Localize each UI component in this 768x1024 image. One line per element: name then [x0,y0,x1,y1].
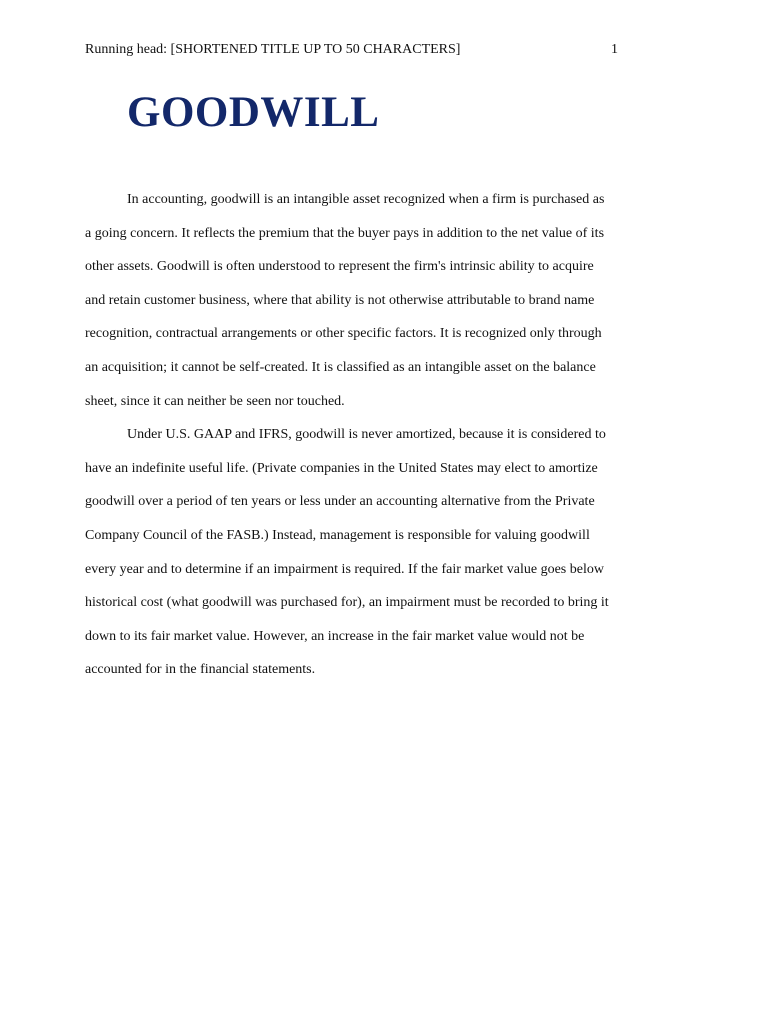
text-line: and retain customer business, where that ability is not otherwise attributable to brand name [85,292,595,308]
text-line: recognition, contractual arrangements or other specific factors. It is recognized only through [85,326,602,342]
text-line: Under U.S. GAAP and IFRS, goodwill is never amortized, because it is considered to [127,427,606,443]
running-head: Running head: [SHORTENED TITLE UP TO 50 CHARACTERS] [85,42,461,57]
paragraph-2 [85,418,618,687]
text-line: historical cost (what goodwill was purchased for), an impairment must be recorded to bring it [85,595,609,611]
text-line: sheet, since it can neither be seen nor touched. [85,393,345,409]
text-line: have an indefinite useful life. (Private companies in the United States may elect to amortize [85,460,598,476]
text-line: every year and to determine if an impairment is required. If the fair market value goes below [85,561,604,577]
text-line: In accounting, goodwill is an intangible asset recognized when a firm is purchased as [127,192,605,207]
text-line: other assets. Goodwill is often understood to represent the firm's intrinsic ability to acquire [85,259,594,275]
text-line: Company Council of the FASB.) Instead, management is responsible for valuing goodwill [85,527,590,543]
paragraph-1 [85,183,618,418]
document-title: GOODWILL [127,89,380,136]
page-number: 1 [611,42,618,57]
text-line: a going concern. It reflects the premium that the buyer pays in addition to the net value of its [85,225,605,241]
text-line: down to its fair market value. However, an increase in the fair market value would not be [85,628,585,644]
document-body [85,183,618,687]
text-line: goodwill over a period of ten years or less under an accounting alternative from the Private [85,494,595,510]
text-line: an acquisition; it cannot be self-created. It is classified as an intangible asset on the balance [85,359,596,375]
page-header [85,42,618,62]
text-line: accounted for in the financial statements. [85,662,316,678]
